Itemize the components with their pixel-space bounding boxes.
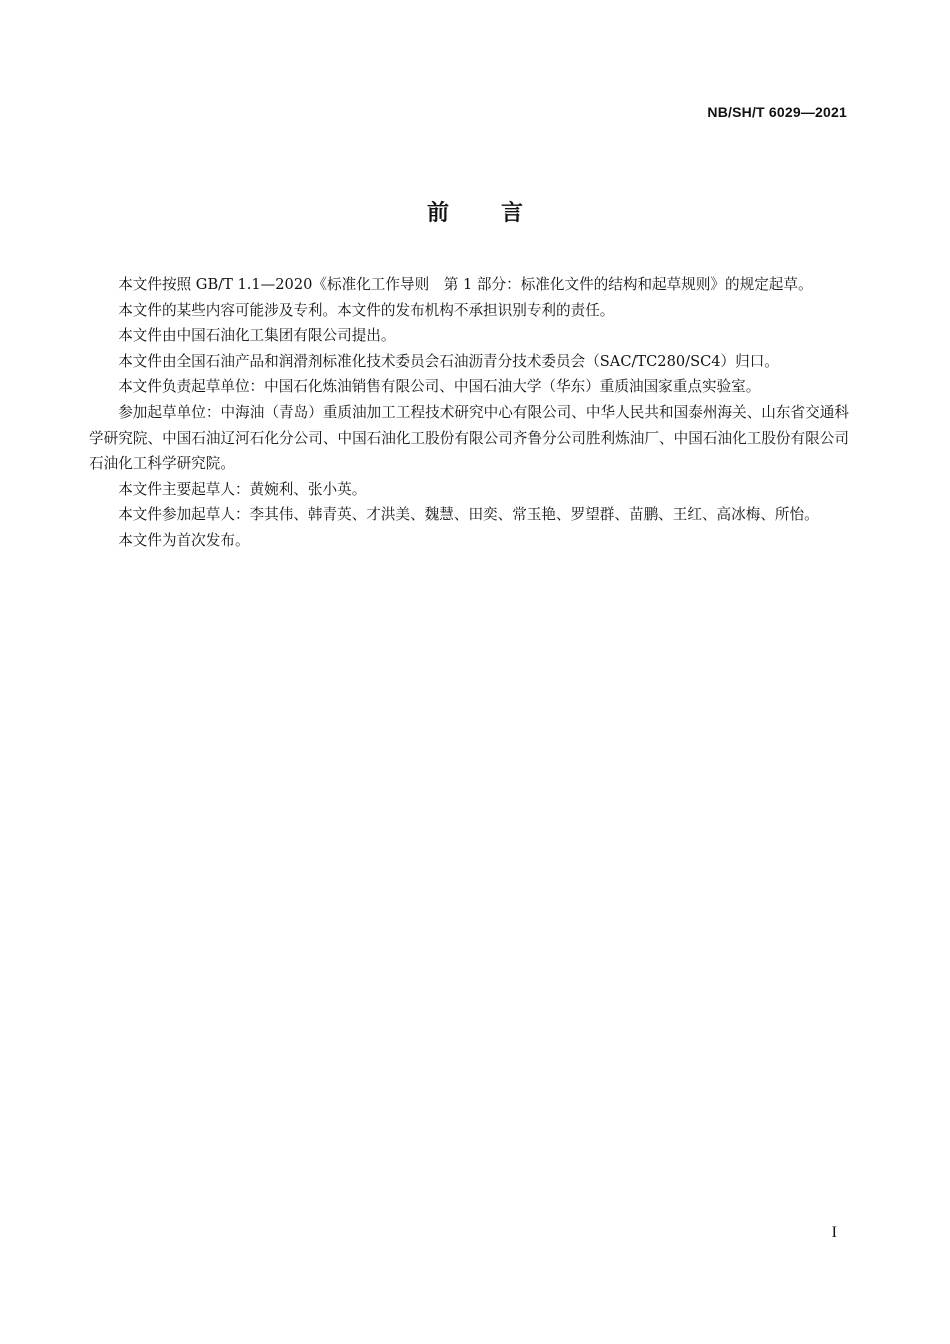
section-title: 前言: [426, 201, 575, 226]
preface-body: [89, 272, 849, 554]
paragraph-committee: 本文件由全国石油产品和润滑剂标准化技术委员会石油沥青分技术委员会（SAC/TC280/SC4）归口。: [118, 352, 779, 370]
paragraph-participating-drafters: 本文件参加起草人：李其伟、韩青英、才洪美、魏慧、田奕、常玉艳、罗望群、苗鹏、王红、高冰梅、所怡。: [118, 506, 819, 524]
paragraph-lead-drafters: 本文件负责起草单位：中国石化炼油销售有限公司、中国石油大学（华东）重质油国家重点实验室。: [118, 378, 761, 396]
page-number: I: [831, 1224, 837, 1241]
paragraph-drafting-rules: 本文件按照 GB/T 1.1—2020《标准化工作导则 第 1 部分：标准化文件的结构和起草规则》的规定起草。: [118, 276, 813, 293]
paragraph-proposer: 本文件由中国石油化工集团有限公司提出。: [118, 327, 396, 345]
paragraph-participating-units: 参加起草单位：中海油（青岛）重质油加工工程技术研究中心有限公司、中华人民共和国泰州海关、山东省交通科学研究院、中国石油辽河石化分公司、中国石油化工股份有限公司齐鲁分公司胜利炼油厂、中国石油化工股份有限公司石油化工科学研究院。: [89, 403, 849, 473]
paragraph-first-release: 本文件为首次发布。: [118, 531, 250, 549]
paragraph-patent-notice: 本文件的某些内容可能涉及专利。本文件的发布机构不承担识别专利的责任。: [118, 301, 615, 319]
paragraph-main-drafters: 本文件主要起草人：黄婉利、张小英。: [118, 480, 367, 498]
document-code: NB/SH/T 6029—2021: [707, 104, 847, 120]
